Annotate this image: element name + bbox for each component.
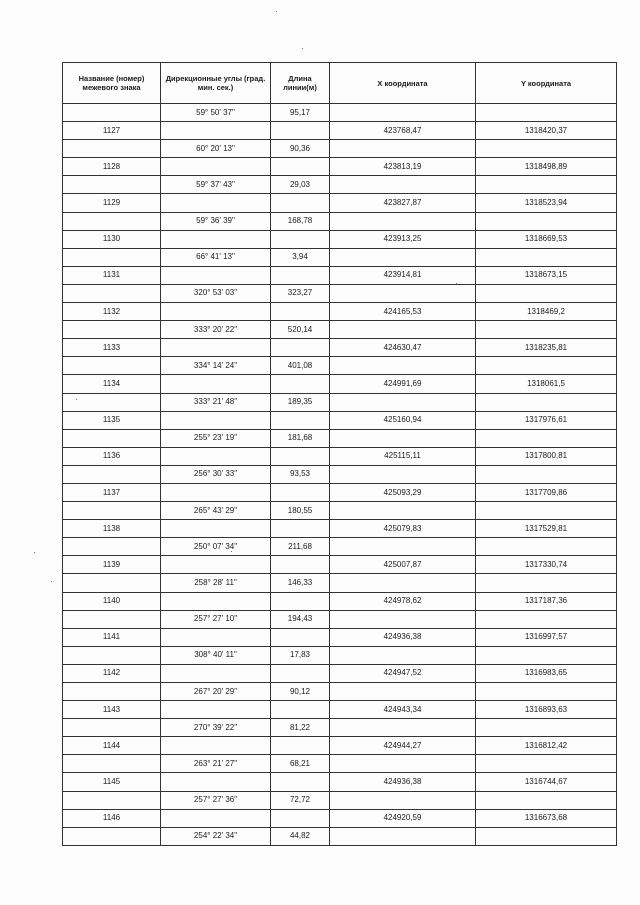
cell-line-length: 17,83 <box>271 646 330 664</box>
cell-x-coordinate <box>330 683 476 701</box>
cell-y-coordinate: 1316673,68 <box>476 809 617 827</box>
table-row <box>63 719 617 737</box>
table-row <box>63 502 617 520</box>
cell-line-length: 90,36 <box>271 140 330 158</box>
cell-y-coordinate <box>476 393 617 411</box>
cell-marker-name: 1130 <box>63 230 161 248</box>
cell-y-coordinate <box>476 538 617 556</box>
cell-y-coordinate: 1318498,89 <box>476 158 617 176</box>
cell-line-length: 90,12 <box>271 683 330 701</box>
cell-marker-name: 1128 <box>63 158 161 176</box>
table-row <box>63 574 617 592</box>
cell-x-coordinate: 424943,34 <box>330 701 476 719</box>
cell-x-coordinate: 425007,87 <box>330 556 476 574</box>
cell-marker-name: 1141 <box>63 628 161 646</box>
table-row <box>63 628 617 646</box>
cell-line-length: 29,03 <box>271 176 330 194</box>
table-row <box>63 393 617 411</box>
cell-y-coordinate <box>476 357 617 375</box>
table-row <box>63 248 617 266</box>
cell-direction-angle <box>161 520 271 538</box>
header-y-coordinate: Y координата <box>476 63 617 104</box>
cell-direction-angle: 333° 20' 22" <box>161 321 271 339</box>
cell-direction-angle <box>161 266 271 284</box>
cell-direction-angle <box>161 483 271 501</box>
cell-marker-name: 1140 <box>63 592 161 610</box>
cell-marker-name: 1143 <box>63 701 161 719</box>
scan-speck <box>76 399 77 400</box>
table-row <box>63 230 617 248</box>
table-row <box>63 212 617 230</box>
cell-x-coordinate <box>330 827 476 845</box>
cell-y-coordinate <box>476 104 617 122</box>
cell-direction-angle: 66° 41' 13" <box>161 248 271 266</box>
cell-line-length: 44,82 <box>271 827 330 845</box>
table-row <box>63 791 617 809</box>
cell-x-coordinate: 424944,27 <box>330 737 476 755</box>
cell-line-length <box>271 266 330 284</box>
cell-marker-name <box>63 393 161 411</box>
cell-line-length <box>271 158 330 176</box>
cell-marker-name <box>63 827 161 845</box>
cell-x-coordinate: 424920,59 <box>330 809 476 827</box>
table-row <box>63 303 617 321</box>
table-row <box>63 321 617 339</box>
cell-line-length <box>271 701 330 719</box>
cell-x-coordinate: 425079,83 <box>330 520 476 538</box>
cell-marker-name: 1139 <box>63 556 161 574</box>
cell-x-coordinate <box>330 212 476 230</box>
cell-y-coordinate <box>476 248 617 266</box>
cell-marker-name <box>63 719 161 737</box>
cell-x-coordinate <box>330 357 476 375</box>
cell-x-coordinate <box>330 140 476 158</box>
cell-y-coordinate <box>476 321 617 339</box>
cell-marker-name: 1132 <box>63 303 161 321</box>
cell-x-coordinate: 425160,94 <box>330 411 476 429</box>
cell-direction-angle: 334° 14' 24" <box>161 357 271 375</box>
cell-x-coordinate: 423813,19 <box>330 158 476 176</box>
cell-y-coordinate <box>476 212 617 230</box>
cell-y-coordinate <box>476 465 617 483</box>
cell-line-length <box>271 375 330 393</box>
cell-y-coordinate: 1316893,63 <box>476 701 617 719</box>
cell-direction-angle <box>161 122 271 140</box>
cell-direction-angle <box>161 303 271 321</box>
cell-marker-name <box>63 321 161 339</box>
cell-x-coordinate <box>330 284 476 302</box>
cell-line-length: 72,72 <box>271 791 330 809</box>
cell-line-length: 168,78 <box>271 212 330 230</box>
cell-direction-angle <box>161 375 271 393</box>
cell-direction-angle: 320° 53' 03" <box>161 284 271 302</box>
cell-line-length <box>271 411 330 429</box>
table-row <box>63 339 617 357</box>
cell-x-coordinate <box>330 538 476 556</box>
table-row <box>63 158 617 176</box>
cell-direction-angle: 256° 30' 33" <box>161 465 271 483</box>
cell-direction-angle <box>161 809 271 827</box>
cell-marker-name: 1136 <box>63 447 161 465</box>
cell-x-coordinate <box>330 465 476 483</box>
cell-y-coordinate: 1317709,86 <box>476 483 617 501</box>
table-row <box>63 284 617 302</box>
table-row <box>63 483 617 501</box>
cell-x-coordinate: 423827,87 <box>330 194 476 212</box>
cell-line-length <box>271 556 330 574</box>
cell-line-length <box>271 483 330 501</box>
cell-y-coordinate <box>476 176 617 194</box>
table-row <box>63 755 617 773</box>
cell-x-coordinate: 424947,52 <box>330 664 476 682</box>
cell-line-length <box>271 520 330 538</box>
cell-marker-name <box>63 538 161 556</box>
cell-direction-angle: 59° 50' 37" <box>161 104 271 122</box>
cell-x-coordinate <box>330 176 476 194</box>
cell-line-length: 68,21 <box>271 755 330 773</box>
cell-x-coordinate: 425115,11 <box>330 447 476 465</box>
cell-direction-angle: 59° 37' 43" <box>161 176 271 194</box>
cell-marker-name <box>63 791 161 809</box>
cell-y-coordinate: 1316983,65 <box>476 664 617 682</box>
cell-x-coordinate <box>330 791 476 809</box>
table-row <box>63 809 617 827</box>
cell-direction-angle <box>161 628 271 646</box>
cell-line-length <box>271 809 330 827</box>
boundary-coordinates-table <box>62 62 617 846</box>
cell-direction-angle <box>161 230 271 248</box>
cell-direction-angle <box>161 194 271 212</box>
cell-y-coordinate: 1317187,36 <box>476 592 617 610</box>
cell-direction-angle <box>161 411 271 429</box>
table-row <box>63 773 617 791</box>
cell-y-coordinate: 1318235,81 <box>476 339 617 357</box>
cell-y-coordinate: 1317529,81 <box>476 520 617 538</box>
cell-y-coordinate: 1317976,61 <box>476 411 617 429</box>
cell-line-length: 520,14 <box>271 321 330 339</box>
cell-x-coordinate <box>330 755 476 773</box>
cell-line-length: 146,33 <box>271 574 330 592</box>
cell-x-coordinate: 424936,38 <box>330 773 476 791</box>
cell-y-coordinate: 1317800,81 <box>476 447 617 465</box>
table-row <box>63 827 617 845</box>
cell-marker-name <box>63 248 161 266</box>
cell-y-coordinate <box>476 827 617 845</box>
cell-marker-name: 1145 <box>63 773 161 791</box>
cell-direction-angle: 333° 21' 48" <box>161 393 271 411</box>
cell-direction-angle <box>161 773 271 791</box>
table-row <box>63 194 617 212</box>
cell-line-length <box>271 773 330 791</box>
table-row <box>63 122 617 140</box>
table-row <box>63 646 617 664</box>
cell-y-coordinate <box>476 574 617 592</box>
cell-y-coordinate <box>476 140 617 158</box>
cell-direction-angle: 270° 39' 22" <box>161 719 271 737</box>
cell-line-length <box>271 339 330 357</box>
cell-y-coordinate <box>476 719 617 737</box>
header-row <box>63 63 617 104</box>
cell-direction-angle: 308° 40' 11" <box>161 646 271 664</box>
cell-x-coordinate <box>330 502 476 520</box>
cell-x-coordinate: 425093,29 <box>330 483 476 501</box>
scan-speck <box>51 581 52 582</box>
cell-line-length <box>271 628 330 646</box>
cell-marker-name <box>63 104 161 122</box>
scan-speck <box>276 11 277 12</box>
cell-marker-name <box>63 140 161 158</box>
cell-marker-name <box>63 574 161 592</box>
cell-line-length: 194,43 <box>271 610 330 628</box>
cell-y-coordinate: 1316744,67 <box>476 773 617 791</box>
cell-y-coordinate: 1316812,42 <box>476 737 617 755</box>
cell-direction-angle <box>161 158 271 176</box>
table-row <box>63 556 617 574</box>
cell-direction-angle <box>161 556 271 574</box>
cell-marker-name <box>63 429 161 447</box>
cell-line-length: 323,27 <box>271 284 330 302</box>
cell-direction-angle <box>161 701 271 719</box>
cell-y-coordinate <box>476 683 617 701</box>
cell-marker-name <box>63 176 161 194</box>
cell-line-length <box>271 230 330 248</box>
cell-x-coordinate: 423914,81 <box>330 266 476 284</box>
cell-y-coordinate: 1318673,15 <box>476 266 617 284</box>
cell-x-coordinate <box>330 646 476 664</box>
cell-marker-name <box>63 502 161 520</box>
header-x-coordinate: X координата <box>330 63 476 104</box>
cell-y-coordinate <box>476 610 617 628</box>
cell-direction-angle: 59° 36' 39" <box>161 212 271 230</box>
table-row <box>63 610 617 628</box>
cell-direction-angle: 250° 07' 34" <box>161 538 271 556</box>
table-row <box>63 140 617 158</box>
table-row <box>63 664 617 682</box>
table-row <box>63 447 617 465</box>
cell-y-coordinate: 1318469,2 <box>476 303 617 321</box>
cell-line-length: 180,55 <box>271 502 330 520</box>
cell-line-length <box>271 664 330 682</box>
cell-x-coordinate <box>330 574 476 592</box>
cell-x-coordinate: 424991,69 <box>330 375 476 393</box>
cell-marker-name: 1129 <box>63 194 161 212</box>
cell-marker-name <box>63 284 161 302</box>
header-direction-angle: Дирекционные углы (град. мин. сек.) <box>161 63 271 104</box>
cell-marker-name: 1131 <box>63 266 161 284</box>
cell-y-coordinate: 1318669,53 <box>476 230 617 248</box>
cell-line-length <box>271 122 330 140</box>
cell-y-coordinate: 1317330,74 <box>476 556 617 574</box>
header-line-length: Длина линии(м) <box>271 63 330 104</box>
cell-line-length: 211,68 <box>271 538 330 556</box>
cell-marker-name <box>63 646 161 664</box>
cell-y-coordinate <box>476 429 617 447</box>
cell-x-coordinate: 423913,25 <box>330 230 476 248</box>
cell-marker-name <box>63 610 161 628</box>
table-row <box>63 737 617 755</box>
cell-direction-angle: 257° 27' 10" <box>161 610 271 628</box>
table-row <box>63 375 617 393</box>
table-body <box>63 104 617 846</box>
cell-marker-name: 1133 <box>63 339 161 357</box>
table-row <box>63 411 617 429</box>
cell-direction-angle: 255° 23' 19" <box>161 429 271 447</box>
cell-marker-name: 1135 <box>63 411 161 429</box>
cell-marker-name: 1146 <box>63 809 161 827</box>
table-row <box>63 520 617 538</box>
cell-direction-angle <box>161 737 271 755</box>
cell-direction-angle: 258° 28' 11" <box>161 574 271 592</box>
cell-x-coordinate: 423768,47 <box>330 122 476 140</box>
cell-y-coordinate <box>476 791 617 809</box>
table-row <box>63 104 617 122</box>
table-row <box>63 266 617 284</box>
cell-marker-name <box>63 465 161 483</box>
table-header <box>63 63 617 104</box>
cell-y-coordinate <box>476 284 617 302</box>
cell-y-coordinate: 1318420,37 <box>476 122 617 140</box>
cell-x-coordinate <box>330 393 476 411</box>
cell-y-coordinate <box>476 646 617 664</box>
cell-y-coordinate: 1318523,94 <box>476 194 617 212</box>
cell-direction-angle <box>161 664 271 682</box>
table-row <box>63 176 617 194</box>
cell-line-length: 95,17 <box>271 104 330 122</box>
cell-line-length: 401,08 <box>271 357 330 375</box>
cell-line-length: 3,94 <box>271 248 330 266</box>
cell-marker-name: 1134 <box>63 375 161 393</box>
cell-y-coordinate: 1318061,5 <box>476 375 617 393</box>
scan-speck <box>302 48 303 49</box>
table-row <box>63 357 617 375</box>
cell-x-coordinate: 424936,38 <box>330 628 476 646</box>
cell-x-coordinate <box>330 610 476 628</box>
cell-line-length <box>271 592 330 610</box>
cell-direction-angle: 257° 27' 36" <box>161 791 271 809</box>
cell-direction-angle: 60° 20' 13" <box>161 140 271 158</box>
table-row <box>63 429 617 447</box>
scan-speck <box>231 551 232 552</box>
cell-x-coordinate <box>330 321 476 339</box>
cell-direction-angle <box>161 447 271 465</box>
table-row <box>63 465 617 483</box>
cell-line-length: 189,35 <box>271 393 330 411</box>
cell-x-coordinate: 424165,53 <box>330 303 476 321</box>
cell-marker-name <box>63 357 161 375</box>
cell-x-coordinate <box>330 248 476 266</box>
cell-marker-name: 1137 <box>63 483 161 501</box>
cell-direction-angle: 265° 43' 29" <box>161 502 271 520</box>
cell-y-coordinate: 1316997,57 <box>476 628 617 646</box>
cell-direction-angle: 263° 21' 27" <box>161 755 271 773</box>
table-row <box>63 592 617 610</box>
cell-line-length: 81,22 <box>271 719 330 737</box>
cell-line-length: 181,68 <box>271 429 330 447</box>
cell-marker-name <box>63 755 161 773</box>
cell-line-length <box>271 303 330 321</box>
cell-line-length <box>271 194 330 212</box>
cell-direction-angle: 267° 20' 29" <box>161 683 271 701</box>
cell-line-length <box>271 737 330 755</box>
cell-x-coordinate <box>330 429 476 447</box>
cell-direction-angle <box>161 592 271 610</box>
cell-y-coordinate <box>476 755 617 773</box>
scan-speck <box>456 283 457 284</box>
header-marker-name: Название (номер) межевого знака <box>63 63 161 104</box>
cell-marker-name: 1138 <box>63 520 161 538</box>
cell-direction-angle <box>161 339 271 357</box>
table-row <box>63 701 617 719</box>
cell-line-length <box>271 447 330 465</box>
cell-marker-name: 1142 <box>63 664 161 682</box>
scan-speck <box>34 552 35 553</box>
cell-direction-angle: 254° 22' 34" <box>161 827 271 845</box>
table-row <box>63 683 617 701</box>
cell-x-coordinate <box>330 719 476 737</box>
cell-marker-name <box>63 683 161 701</box>
cell-line-length: 93,53 <box>271 465 330 483</box>
cell-marker-name: 1144 <box>63 737 161 755</box>
cell-marker-name: 1127 <box>63 122 161 140</box>
cell-y-coordinate <box>476 502 617 520</box>
cell-x-coordinate: 424978,62 <box>330 592 476 610</box>
cell-x-coordinate: 424630,47 <box>330 339 476 357</box>
cell-x-coordinate <box>330 104 476 122</box>
cell-marker-name <box>63 212 161 230</box>
table-row <box>63 538 617 556</box>
